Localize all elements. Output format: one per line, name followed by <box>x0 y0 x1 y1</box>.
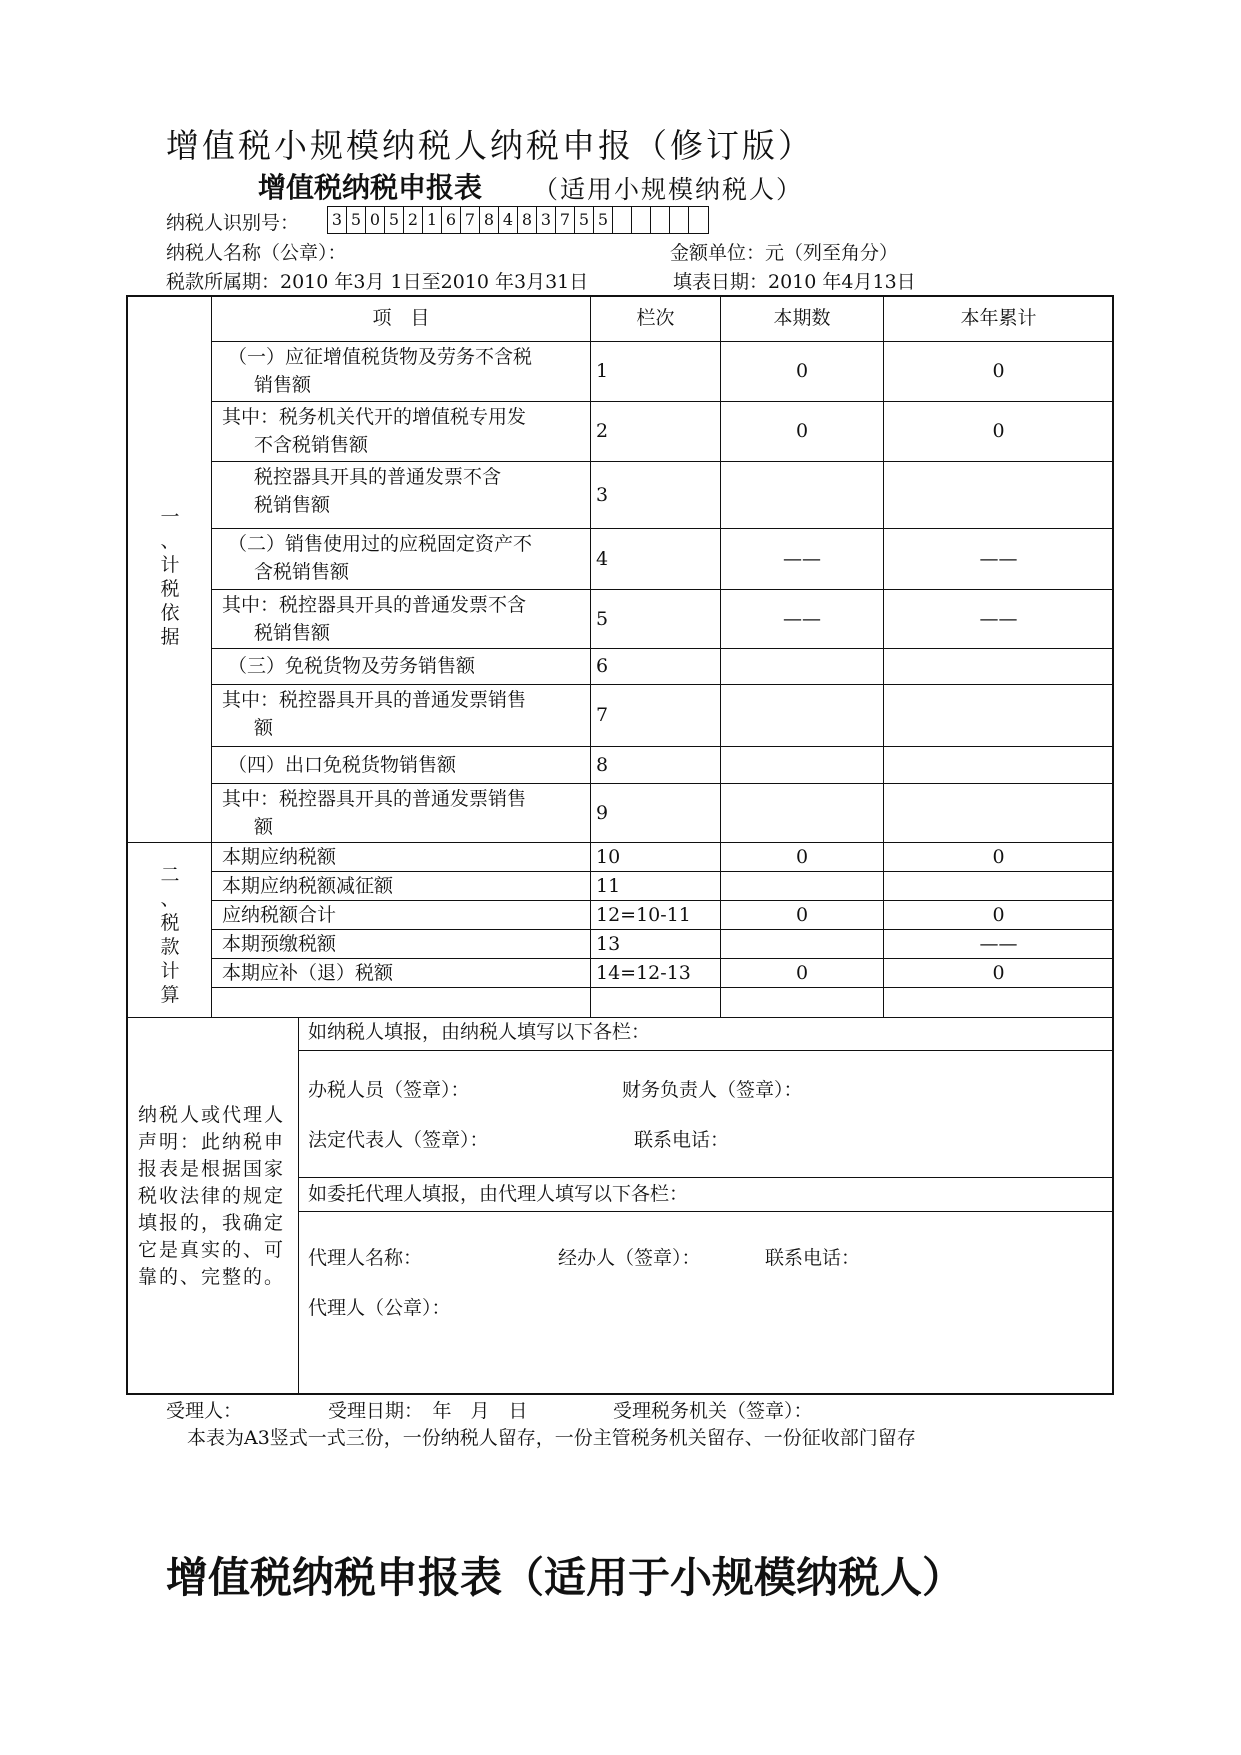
section-label-char: 税 <box>160 578 180 600</box>
taxpayer-id-digit: 3 <box>537 207 556 233</box>
row-item-line2: 税销售额 <box>254 494 331 516</box>
taxpayer-id-digit <box>670 207 689 233</box>
row-item-line1: （一）应征增值税货物及劳务不含税 <box>228 346 533 368</box>
taxpayer-id-digit <box>613 207 632 233</box>
row-item: （三）免税货物及劳务销售额 <box>228 655 476 677</box>
row-ytd-value: —— <box>979 933 1018 955</box>
row-item-line1: 其中：税控器具开具的普通发票不含 <box>222 594 527 616</box>
row-item: 应纳税额合计 <box>222 904 337 926</box>
row-ytd-value: 0 <box>992 962 1005 984</box>
row-item-line2: 额 <box>254 816 274 838</box>
row-line-number: 3 <box>596 483 609 506</box>
row-item-line1: 其中：税务机关代开的增值税专用发 <box>222 406 527 428</box>
receiving-office-label: 受理税务机关（签章）： <box>613 1400 813 1422</box>
tax-period: 税款所属期：2010 年3月 1日至2010 年3月31日 <box>166 271 589 293</box>
agent-seal-label: 代理人（公章）： <box>308 1297 451 1319</box>
taxpayer-id-digit: 5 <box>385 207 404 233</box>
row-line-number: 4 <box>596 547 609 570</box>
row-divider <box>211 341 1113 342</box>
agent-handler-label: 经办人（签章）： <box>558 1247 701 1269</box>
amount-unit: 金额单位：元（列至角分） <box>670 242 899 264</box>
row-line-number: 6 <box>596 655 609 677</box>
taxpayer-id-digit: 7 <box>556 207 575 233</box>
section-label-char: 计 <box>160 960 180 982</box>
taxpayer-id-digit <box>689 207 708 233</box>
row-item-line2: 不含税销售额 <box>254 434 369 456</box>
row-divider <box>298 1050 1113 1051</box>
taxpayer-id-digit: 5 <box>594 207 613 233</box>
row-divider <box>211 783 1113 784</box>
row-line-number: 5 <box>596 607 609 630</box>
row-line-number: 7 <box>596 704 609 726</box>
self-fill-label: 如纳税人填报，由纳税人填写以下各栏： <box>308 1021 651 1043</box>
row-item: 本期应补（退）税额 <box>222 962 394 984</box>
row-line-number: 10 <box>596 846 621 868</box>
row-line-number: 12=10-11 <box>596 904 691 926</box>
row-divider <box>211 461 1113 462</box>
row-line-number: 11 <box>596 875 621 897</box>
section2-label <box>158 863 182 1007</box>
row-ytd-value: 0 <box>992 360 1005 382</box>
finance-head-label: 财务负责人（签章）： <box>622 1079 803 1101</box>
taxpayer-id-digit: 8 <box>518 207 537 233</box>
taxpayer-id-label: 纳税人识别号： <box>166 212 300 234</box>
section-column-divider <box>211 296 212 1017</box>
row-current-value: —— <box>783 547 821 570</box>
row-current-value: 0 <box>795 846 809 868</box>
row-divider <box>211 528 1113 529</box>
taxpayer-id-digit <box>632 207 651 233</box>
fill-date: 填表日期：2010 年4月13日 <box>673 271 916 293</box>
phone-label: 联系电话： <box>634 1129 730 1151</box>
row-item-line2: 含税销售额 <box>254 561 350 583</box>
row-ytd-value: 0 <box>992 420 1005 442</box>
row-ytd-value: 0 <box>992 904 1005 926</box>
row-divider <box>211 746 1113 747</box>
row-item: （四）出口免税货物销售额 <box>228 753 457 776</box>
section-label-char: 算 <box>160 984 180 1006</box>
handler-label: 办税人员（签章）： <box>308 1079 470 1101</box>
header-current: 本期数 <box>773 307 831 329</box>
taxpayer-id-digit: 6 <box>442 207 461 233</box>
agent-phone-label: 联系电话： <box>765 1247 861 1269</box>
row-line-number: 9 <box>596 801 609 824</box>
section-label-char: 款 <box>160 936 180 958</box>
receive-date-label: 受理日期： 年 月 日 <box>328 1400 528 1422</box>
row-current-value: 0 <box>795 360 809 382</box>
row-current-value: 0 <box>795 420 809 442</box>
taxpayer-id-digit: 3 <box>328 207 347 233</box>
row-item: 本期应纳税额减征额 <box>222 875 394 897</box>
section-label-char: 据 <box>160 626 180 648</box>
row-line-number: 1 <box>596 360 609 382</box>
receiver-label: 受理人： <box>166 1400 243 1422</box>
declaration-column-divider <box>298 1017 299 1394</box>
row-line-number: 2 <box>596 420 609 442</box>
row-item-line2: 税销售额 <box>254 622 331 644</box>
row-line-number: 14=12-13 <box>596 962 691 984</box>
taxpayer-id-digit: 8 <box>480 207 499 233</box>
row-line-number: 8 <box>596 753 609 776</box>
bottom-title: 增值税纳税申报表（适用于小规模纳税人） <box>166 1553 965 1602</box>
header-item: 项 目 <box>372 307 430 329</box>
row-item: 本期预缴税额 <box>222 933 337 955</box>
row-divider <box>211 401 1113 402</box>
row-divider <box>211 648 1113 649</box>
taxpayer-name-label: 纳税人名称（公章）： <box>166 242 347 264</box>
row-divider <box>211 987 1113 988</box>
legal-rep-label: 法定代表人（签章）： <box>308 1129 489 1151</box>
taxpayer-id-digit: 2 <box>404 207 423 233</box>
taxpayer-id-boxes <box>327 206 709 234</box>
row-item-line1: 其中：税控器具开具的普通发票销售 <box>222 788 527 810</box>
row-line-number: 13 <box>596 933 621 955</box>
section-label-char: 计 <box>160 554 180 576</box>
form-title: 增值税纳税申报表 <box>258 171 483 204</box>
row-divider <box>298 1211 1113 1212</box>
row-item-line2: 销售额 <box>254 374 312 396</box>
row-current-value: —— <box>783 607 821 630</box>
row-item-line1: 其中：税控器具开具的普通发票销售 <box>222 689 527 711</box>
row-divider <box>211 589 1113 590</box>
taxpayer-id-digit: 0 <box>366 207 385 233</box>
section-label-char: 税 <box>160 912 180 934</box>
taxpayer-id-digit: 1 <box>423 207 442 233</box>
row-ytd-value: —— <box>979 607 1018 630</box>
taxpayer-id-digit <box>651 207 670 233</box>
section1-label <box>158 505 182 649</box>
footnote: 本表为A3竖式一式三份，一份纳税人留存，一份主管税务机关留存、一份征收部门留存 <box>187 1427 916 1449</box>
agent-fill-label: 如委托代理人填报，由代理人填写以下各栏： <box>308 1183 689 1205</box>
section-label-char: 、 <box>160 530 180 552</box>
document-title: 增值税小规模纳税人纳税申报（修订版） <box>166 126 814 165</box>
section-label-char: 二 <box>160 864 180 886</box>
taxpayer-id-digit: 5 <box>347 207 366 233</box>
taxpayer-id-digit: 5 <box>575 207 594 233</box>
row-item-line2: 额 <box>254 717 274 739</box>
section-label-char: 一 <box>160 506 180 528</box>
declaration-text: 纳税人或代理人声明：此纳税申报表是根据国家税收法律的规定填报的，我确定它是真实的、可靠的、完整的。 <box>138 1104 286 1288</box>
section-label-char: 依 <box>160 602 180 624</box>
row-item-line1: 税控器具开具的普通发票不含 <box>254 466 502 488</box>
row-ytd-value: 0 <box>992 846 1005 868</box>
row-current-value: 0 <box>795 904 809 926</box>
taxpayer-id-digit: 7 <box>461 207 480 233</box>
item-column-divider <box>590 296 591 1017</box>
header-ytd: 本年累计 <box>960 307 1037 329</box>
header-line: 栏次 <box>636 307 675 329</box>
row-divider <box>211 684 1113 685</box>
section-label-char: 、 <box>160 888 180 910</box>
row-current-value: 0 <box>795 962 809 984</box>
taxpayer-id-digit: 4 <box>499 207 518 233</box>
row-ytd-value: —— <box>979 547 1018 570</box>
agent-name-label: 代理人名称： <box>308 1247 423 1269</box>
row-item-line1: （二）销售使用过的应税固定资产不 <box>228 533 533 555</box>
row-item: 本期应纳税额 <box>222 846 337 868</box>
form-subtitle: （适用小规模纳税人） <box>533 175 804 204</box>
row-divider <box>298 1177 1113 1178</box>
